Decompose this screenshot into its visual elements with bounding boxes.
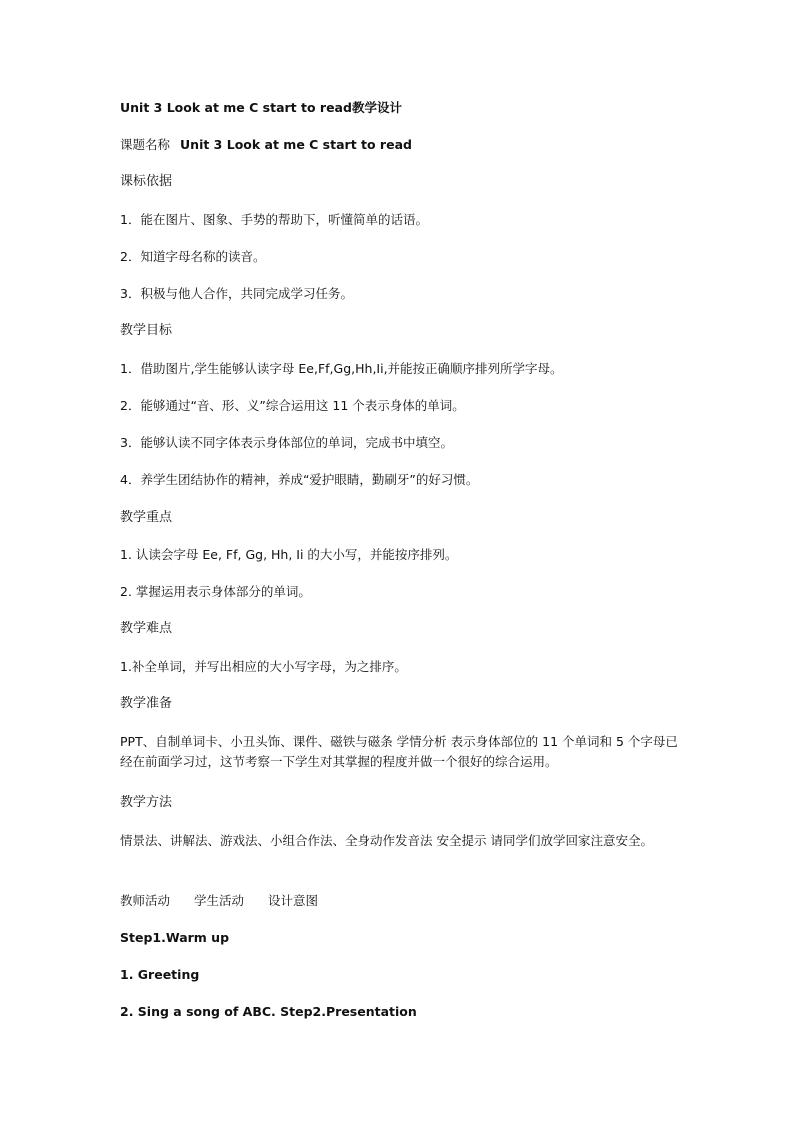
student-activity-label: 学生活动 [194,893,245,908]
section-methods-heading: 教学方法 [120,795,173,810]
step1-heading: Step1.Warm up [120,930,230,945]
basis-item-2: 2．知道字母名称的读音。 [120,249,266,264]
preparation-text: PPT、自制单词卡、小丑头饰、课件、磁铁与磁条 学情分析 表示身体部位的 11 个单词和 5 个字母已经在前面学习过，这节考察一下学生对其掌握的程度并做一个很好的综合运用。 [120,734,678,769]
key-point-item-2: 2. 掌握运用表示身体部分的单词。 [120,584,311,599]
step1-item-2: 2. Sing a song of ABC. Step2.Presentation [120,1004,417,1019]
document-title-cn: 教学设计 [351,100,402,115]
objective-item-2: 2．能够通过“音、形、义”综合运用这 11 个表示身体的单词。 [120,398,465,413]
section-basis-heading: 课标依据 [120,174,173,189]
activity-columns [120,892,680,910]
design-purpose-label: 设计意图 [268,893,319,908]
methods-text: 情景法、讲解法、游戏法、小组合作法、全身动作发音法 安全提示 请同学们放学回家注意安全。 [120,833,653,848]
section-preparation-heading: 教学准备 [120,696,173,711]
topic-label: 课题名称 [120,137,171,152]
step1-item-1: 1. Greeting [120,967,200,982]
objective-item-4: 4．养学生团结协作的精神，养成“爱护眼睛，勤刷牙”的好习惯。 [120,472,479,487]
basis-item-1: 1．能在图片、图象、手势的帮助下，听懂简单的话语。 [120,212,428,227]
basis-item-3: 3．积极与他人合作，共同完成学习任务。 [120,286,353,301]
objective-item-1: 1．借助图片,学生能够认读字母 Ee,Ff,Gg,Hh,Ii,并能按正确顺序排列所学字母。 [120,361,563,376]
document-title [120,99,680,117]
difficulty-item-1: 1.补全单词，并写出相应的大小写字母，为之排序。 [120,659,407,674]
section-objectives-heading: 教学目标 [120,323,173,338]
section-key-points-heading: 教学重点 [120,510,173,525]
key-point-item-1: 1. 认读会字母 Ee, Ff, Gg, Hh, Ii 的大小写，并能按序排列。 [120,547,458,562]
objective-item-3: 3．能够认读不同字体表示身体部位的单词，完成书中填空。 [120,435,453,450]
teacher-activity-label: 教师活动 [120,893,171,908]
topic-line [120,136,680,154]
section-difficulties-heading: 教学难点 [120,621,173,636]
topic-value: Unit 3 Look at me C start to read [180,137,412,152]
document-title-en: Unit 3 Look at me C start to read [120,100,352,115]
